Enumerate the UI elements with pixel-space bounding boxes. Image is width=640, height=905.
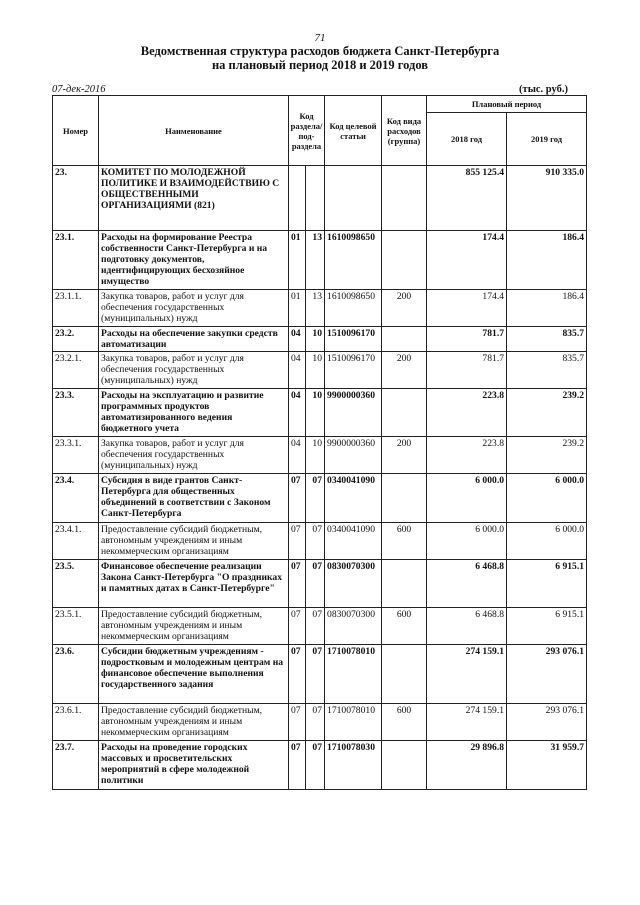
row-number: 23.2. xyxy=(53,327,99,352)
row-amount-2019: 6 915.1 xyxy=(507,560,587,608)
table-row xyxy=(53,645,587,704)
row-name: Закупка товаров, работ и услуг для обеспечения государственных (муниципальных) нужд xyxy=(99,290,289,327)
row-section: 07 xyxy=(289,704,306,741)
row-section: 07 xyxy=(289,645,306,704)
table-row xyxy=(53,352,587,389)
title-line-2: на плановый период 2018 и 2019 годов xyxy=(211,58,429,72)
row-amount-2018: 174.4 xyxy=(427,290,507,327)
row-expense-type: 200 xyxy=(382,352,427,389)
row-amount-2018: 6 468.8 xyxy=(427,608,507,645)
row-target: 0340041090 xyxy=(325,474,382,523)
row-subsection: 07 xyxy=(306,560,325,608)
row-expense-type: 600 xyxy=(382,704,427,741)
row-expense-type xyxy=(382,474,427,523)
row-subsection: 10 xyxy=(306,352,325,389)
row-subsection: 07 xyxy=(306,645,325,704)
row-subsection: 10 xyxy=(306,389,325,437)
row-subsection: 07 xyxy=(306,704,325,741)
row-amount-2018: 223.8 xyxy=(427,389,507,437)
row-name: Расходы на обеспечение закупки средств автоматизации xyxy=(99,327,289,352)
title-line-1: Ведомственная структура расходов бюджета Санкт-Петербурга xyxy=(140,44,500,58)
row-amount-2018: 781.7 xyxy=(427,327,507,352)
row-number: 23.6. xyxy=(53,645,99,704)
row-section: 01 xyxy=(289,290,306,327)
table-row xyxy=(53,704,587,741)
header-section-code: Код раздела/ под- раздела xyxy=(289,96,325,166)
row-number: 23.4. xyxy=(53,474,99,523)
row-section: 07 xyxy=(289,560,306,608)
table-row xyxy=(53,327,587,352)
row-target: 1710078010 xyxy=(325,704,382,741)
header-target-code: Код целевой статьи xyxy=(325,96,382,166)
header-planned-period: Плановый период xyxy=(427,96,587,113)
row-target: 1610098650 xyxy=(325,231,382,290)
table-row xyxy=(53,523,587,560)
row-section: 04 xyxy=(289,389,306,437)
row-target: 1510096170 xyxy=(325,352,382,389)
header-expense-type-code: Код вида расходов (группа) xyxy=(382,96,427,166)
row-target: 9900000360 xyxy=(325,437,382,474)
row-target: 1710078030 xyxy=(325,741,382,790)
row-amount-2019: 31 959.7 xyxy=(507,741,587,790)
header-number: Номер xyxy=(53,96,99,166)
row-amount-2018: 855 125.4 xyxy=(427,166,507,231)
row-amount-2019: 835.7 xyxy=(507,327,587,352)
row-name: Закупка товаров, работ и услуг для обеспечения государственных (муниципальных) нужд xyxy=(99,437,289,474)
row-section: 04 xyxy=(289,327,306,352)
table-row xyxy=(53,437,587,474)
row-amount-2018: 6 000.0 xyxy=(427,474,507,523)
row-amount-2018: 174.4 xyxy=(427,231,507,290)
row-section xyxy=(289,166,306,231)
table-row xyxy=(53,560,587,608)
row-name: Закупка товаров, работ и услуг для обеспечения государственных (муниципальных) нужд xyxy=(99,352,289,389)
row-name: Предоставление субсидий бюджетным, автономным учреждениям и иным некоммерческим организациям xyxy=(99,608,289,645)
table-row xyxy=(53,474,587,523)
row-number: 23.2.1. xyxy=(53,352,99,389)
row-target: 0830070300 xyxy=(325,560,382,608)
row-amount-2019: 186.4 xyxy=(507,290,587,327)
row-amount-2019: 186.4 xyxy=(507,231,587,290)
units-label: (тыс. руб.) xyxy=(519,84,568,95)
row-expense-type: 200 xyxy=(382,437,427,474)
header-year-2019: 2019 год xyxy=(507,113,587,166)
row-expense-type: 600 xyxy=(382,608,427,645)
row-target: 1610098650 xyxy=(325,290,382,327)
row-section: 07 xyxy=(289,608,306,645)
row-section: 04 xyxy=(289,437,306,474)
row-subsection: 10 xyxy=(306,437,325,474)
row-amount-2018: 274 159.1 xyxy=(427,704,507,741)
row-amount-2019: 6 915.1 xyxy=(507,608,587,645)
row-subsection: 10 xyxy=(306,327,325,352)
row-number: 23.5.1. xyxy=(53,608,99,645)
row-number: 23.3.1. xyxy=(53,437,99,474)
row-name: Субсидия в виде грантов Санкт-Петербурга для общественных объединений в соответствии с Законом Санкт-Петербурга xyxy=(99,474,289,523)
row-number: 23.3. xyxy=(53,389,99,437)
row-expense-type xyxy=(382,645,427,704)
table-row xyxy=(53,608,587,645)
row-amount-2019: 6 000.0 xyxy=(507,474,587,523)
row-expense-type: 600 xyxy=(382,523,427,560)
document-title xyxy=(0,44,640,72)
row-name: Расходы на проведение городских массовых и просветительских мероприятий в сфере молодежной политики xyxy=(99,741,289,790)
row-name: КОМИТЕТ ПО МОЛОДЕЖНОЙ ПОЛИТИКЕ И ВЗАИМОДЕЙСТВИЮ С ОБЩЕСТВЕННЫМИ ОРГАНИЗАЦИЯМИ (821) xyxy=(99,166,289,231)
row-number: 23.5. xyxy=(53,560,99,608)
table-row xyxy=(53,166,587,231)
row-name: Финансовое обеспечение реализации Закона Санкт-Петербурга "О праздниках и памятных датах в Санкт-Петербурге" xyxy=(99,560,289,608)
row-target: 1510096170 xyxy=(325,327,382,352)
row-target: 0830070300 xyxy=(325,608,382,645)
row-expense-type xyxy=(382,327,427,352)
row-section: 07 xyxy=(289,474,306,523)
row-amount-2019: 293 076.1 xyxy=(507,645,587,704)
row-target: 0340041090 xyxy=(325,523,382,560)
row-number: 23.1. xyxy=(53,231,99,290)
header-name: Наименование xyxy=(99,96,289,166)
row-subsection: 07 xyxy=(306,474,325,523)
row-name: Предоставление субсидий бюджетным, автономным учреждениям и иным некоммерческим организациям xyxy=(99,523,289,560)
row-section: 01 xyxy=(289,231,306,290)
row-number: 23.4.1. xyxy=(53,523,99,560)
row-amount-2018: 274 159.1 xyxy=(427,645,507,704)
row-expense-type xyxy=(382,389,427,437)
row-subsection xyxy=(306,166,325,231)
row-amount-2018: 781.7 xyxy=(427,352,507,389)
row-number: 23. xyxy=(53,166,99,231)
document-date: 07-дек-2016 xyxy=(52,84,106,95)
row-subsection: 13 xyxy=(306,231,325,290)
row-expense-type xyxy=(382,560,427,608)
row-expense-type xyxy=(382,741,427,790)
row-subsection: 07 xyxy=(306,741,325,790)
row-amount-2018: 29 896.8 xyxy=(427,741,507,790)
row-amount-2018: 6 468.8 xyxy=(427,560,507,608)
row-section: 07 xyxy=(289,523,306,560)
row-name: Субсидии бюджетным учреждениям - подростковым и молодежным центрам на финансовое обеспечение выполнения государственного задания xyxy=(99,645,289,704)
row-amount-2019: 239.2 xyxy=(507,389,587,437)
table-row xyxy=(53,389,587,437)
row-section: 07 xyxy=(289,741,306,790)
row-subsection: 07 xyxy=(306,523,325,560)
header-year-2018: 2018 год xyxy=(427,113,507,166)
row-amount-2019: 6 000.0 xyxy=(507,523,587,560)
table-row xyxy=(53,290,587,327)
row-amount-2018: 223.8 xyxy=(427,437,507,474)
table-row xyxy=(53,231,587,290)
page-number: 71 xyxy=(314,32,326,44)
row-expense-type xyxy=(382,231,427,290)
row-name: Расходы на эксплуатацию и развитие программных продуктов автоматизированного ведения бюджетного учета xyxy=(99,389,289,437)
row-name: Предоставление субсидий бюджетным, автономным учреждениям и иным некоммерческим организациям xyxy=(99,704,289,741)
row-amount-2019: 835.7 xyxy=(507,352,587,389)
row-target xyxy=(325,166,382,231)
row-target: 9900000360 xyxy=(325,389,382,437)
row-section: 04 xyxy=(289,352,306,389)
row-subsection: 13 xyxy=(306,290,325,327)
row-amount-2019: 239.2 xyxy=(507,437,587,474)
row-amount-2019: 910 335.0 xyxy=(507,166,587,231)
row-number: 23.7. xyxy=(53,741,99,790)
row-expense-type xyxy=(382,166,427,231)
row-number: 23.1.1. xyxy=(53,290,99,327)
table-row xyxy=(53,741,587,790)
row-subsection: 07 xyxy=(306,608,325,645)
row-amount-2019: 293 076.1 xyxy=(507,704,587,741)
row-number: 23.6.1. xyxy=(53,704,99,741)
row-target: 1710078010 xyxy=(325,645,382,704)
row-amount-2018: 6 000.0 xyxy=(427,523,507,560)
row-name: Расходы на формирование Реестра собственности Санкт-Петербурга и на подготовку документов, идентифицирующих бесхозяйное имущество xyxy=(99,231,289,290)
budget-table xyxy=(52,95,587,790)
row-expense-type: 200 xyxy=(382,290,427,327)
